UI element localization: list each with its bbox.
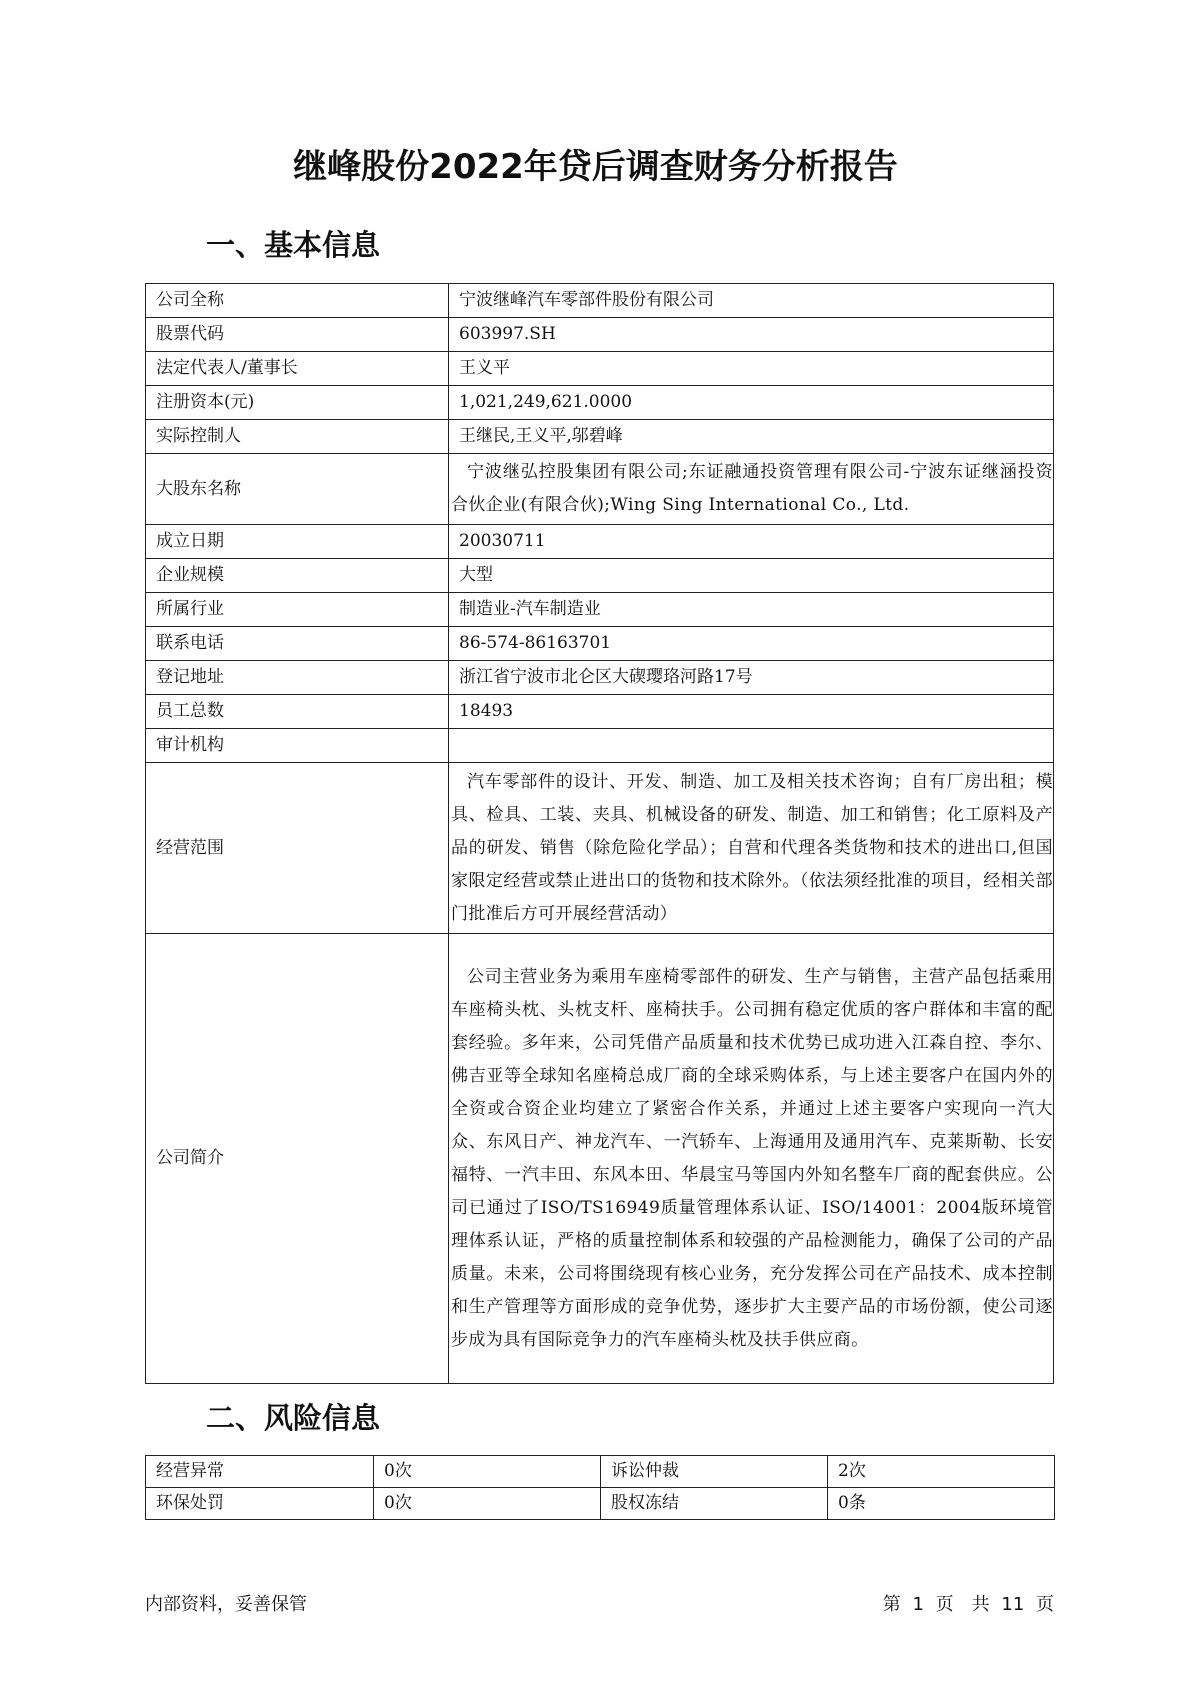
table-row bbox=[146, 352, 1054, 386]
table-row bbox=[146, 420, 1054, 454]
risk-value: 0次 bbox=[374, 1488, 601, 1520]
table-row bbox=[146, 661, 1054, 695]
row-label: 大股东名称 bbox=[146, 454, 449, 525]
risk-label: 环保处罚 bbox=[146, 1488, 374, 1520]
row-label: 员工总数 bbox=[146, 695, 449, 729]
section-heading-basic-info: 一、基本信息 bbox=[206, 228, 381, 262]
row-label: 所属行业 bbox=[146, 593, 449, 627]
risk-value: 2次 bbox=[828, 1456, 1055, 1488]
table-row bbox=[146, 1488, 1055, 1520]
row-value: 20030711 bbox=[449, 525, 1054, 559]
row-label: 成立日期 bbox=[146, 525, 449, 559]
row-value: 王继民,王义平,邬碧峰 bbox=[449, 420, 1054, 454]
row-value: 浙江省宁波市北仑区大碶璎珞河路17号 bbox=[449, 661, 1054, 695]
table-row bbox=[146, 695, 1054, 729]
basic-info-table bbox=[145, 283, 1054, 1384]
risk-label: 股权冻结 bbox=[601, 1488, 828, 1520]
table-row bbox=[146, 559, 1054, 593]
row-value: 603997.SH bbox=[449, 318, 1054, 352]
row-value: 1,021,249,621.0000 bbox=[449, 386, 1054, 420]
row-label: 公司简介 bbox=[146, 934, 449, 1384]
table-row bbox=[146, 386, 1054, 420]
row-label: 实际控制人 bbox=[146, 420, 449, 454]
table-row bbox=[146, 525, 1054, 559]
table-row bbox=[146, 284, 1054, 318]
row-label: 法定代表人/董事长 bbox=[146, 352, 449, 386]
row-label: 联系电话 bbox=[146, 627, 449, 661]
row-value: 大型 bbox=[449, 559, 1054, 593]
row-label: 经营范围 bbox=[146, 763, 449, 934]
table-row bbox=[146, 1456, 1055, 1488]
row-value: 宁波继弘控股集团有限公司;东证融通投资管理有限公司-宁波东证继涵投资合伙企业(有限合伙);Wing Sing International Co., Ltd. bbox=[449, 454, 1054, 525]
row-value: 18493 bbox=[449, 695, 1054, 729]
row-label: 企业规模 bbox=[146, 559, 449, 593]
row-value: 王义平 bbox=[449, 352, 1054, 386]
table-row bbox=[146, 454, 1054, 525]
row-value: 制造业-汽车制造业 bbox=[449, 593, 1054, 627]
row-label: 公司全称 bbox=[146, 284, 449, 318]
page-title: 继峰股份2022年贷后调查财务分析报告 bbox=[293, 147, 898, 187]
risk-info-table bbox=[145, 1455, 1055, 1520]
row-label: 注册资本(元) bbox=[146, 386, 449, 420]
table-row bbox=[146, 763, 1054, 934]
row-label: 股票代码 bbox=[146, 318, 449, 352]
row-value: 公司主营业务为乘用车座椅零部件的研发、生产与销售，主营产品包括乘用车座椅头枕、头枕支杆、座椅扶手。公司拥有稳定优质的客户群体和丰富的配套经验。多年来，公司凭借产品质量和技术优势已成功进入江森自控、李尔、佛吉亚等全球知名座椅总成厂商的全球采购体系，与上述主要客户在国内外的全资或合资企业均建立了紧密合作关系，并通过上述主要客户实现向一汽大众、东风日产、神龙汽车、一汽轿车、上海通用及通用汽车、克莱斯勒、长安福特、一汽丰田、东风本田、华晨宝马等国内外知名整车厂商的配套供应。公司已通过了ISO/TS16949质量管理体系认证、ISO/14001：2004版环境管理体系认证，严格的质量控制体系和较强的产品检测能力，确保了公司的产品质量。未来，公司将围绕现有核心业务，充分发挥公司在产品技术、成本控制和生产管理等方面形成的竞争优势，逐步扩大主要产品的市场份额，使公司逐步成为具有国际竞争力的汽车座椅头枕及扶手供应商。 bbox=[449, 934, 1054, 1384]
row-label: 登记地址 bbox=[146, 661, 449, 695]
table-row bbox=[146, 934, 1054, 1384]
row-label: 审计机构 bbox=[146, 729, 449, 763]
footer-confidential-note: 内部资料，妥善保管 bbox=[145, 1594, 307, 1615]
table-row bbox=[146, 593, 1054, 627]
row-value: 汽车零部件的设计、开发、制造、加工及相关技术咨询；自有厂房出租；模具、检具、工装、夹具、机械设备的研发、制造、加工和销售；化工原料及产品的研发、销售（除危险化学品）；自营和代理各类货物和技术的进出口,但国家限定经营或禁止进出口的货物和技术除外。（依法须经批准的项目，经相关部门批准后方可开展经营活动） bbox=[449, 763, 1054, 934]
row-value: 86-574-86163701 bbox=[449, 627, 1054, 661]
risk-label: 诉讼仲裁 bbox=[601, 1456, 828, 1488]
section-heading-risk-info: 二、风险信息 bbox=[206, 1401, 381, 1435]
row-value bbox=[449, 729, 1054, 763]
table-row bbox=[146, 627, 1054, 661]
risk-value: 0次 bbox=[374, 1456, 601, 1488]
footer-page-number: 第 1 页 共 11 页 bbox=[882, 1594, 1054, 1615]
table-row bbox=[146, 318, 1054, 352]
table-row bbox=[146, 729, 1054, 763]
risk-label: 经营异常 bbox=[146, 1456, 374, 1488]
row-value: 宁波继峰汽车零部件股份有限公司 bbox=[449, 284, 1054, 318]
risk-value: 0条 bbox=[828, 1488, 1055, 1520]
